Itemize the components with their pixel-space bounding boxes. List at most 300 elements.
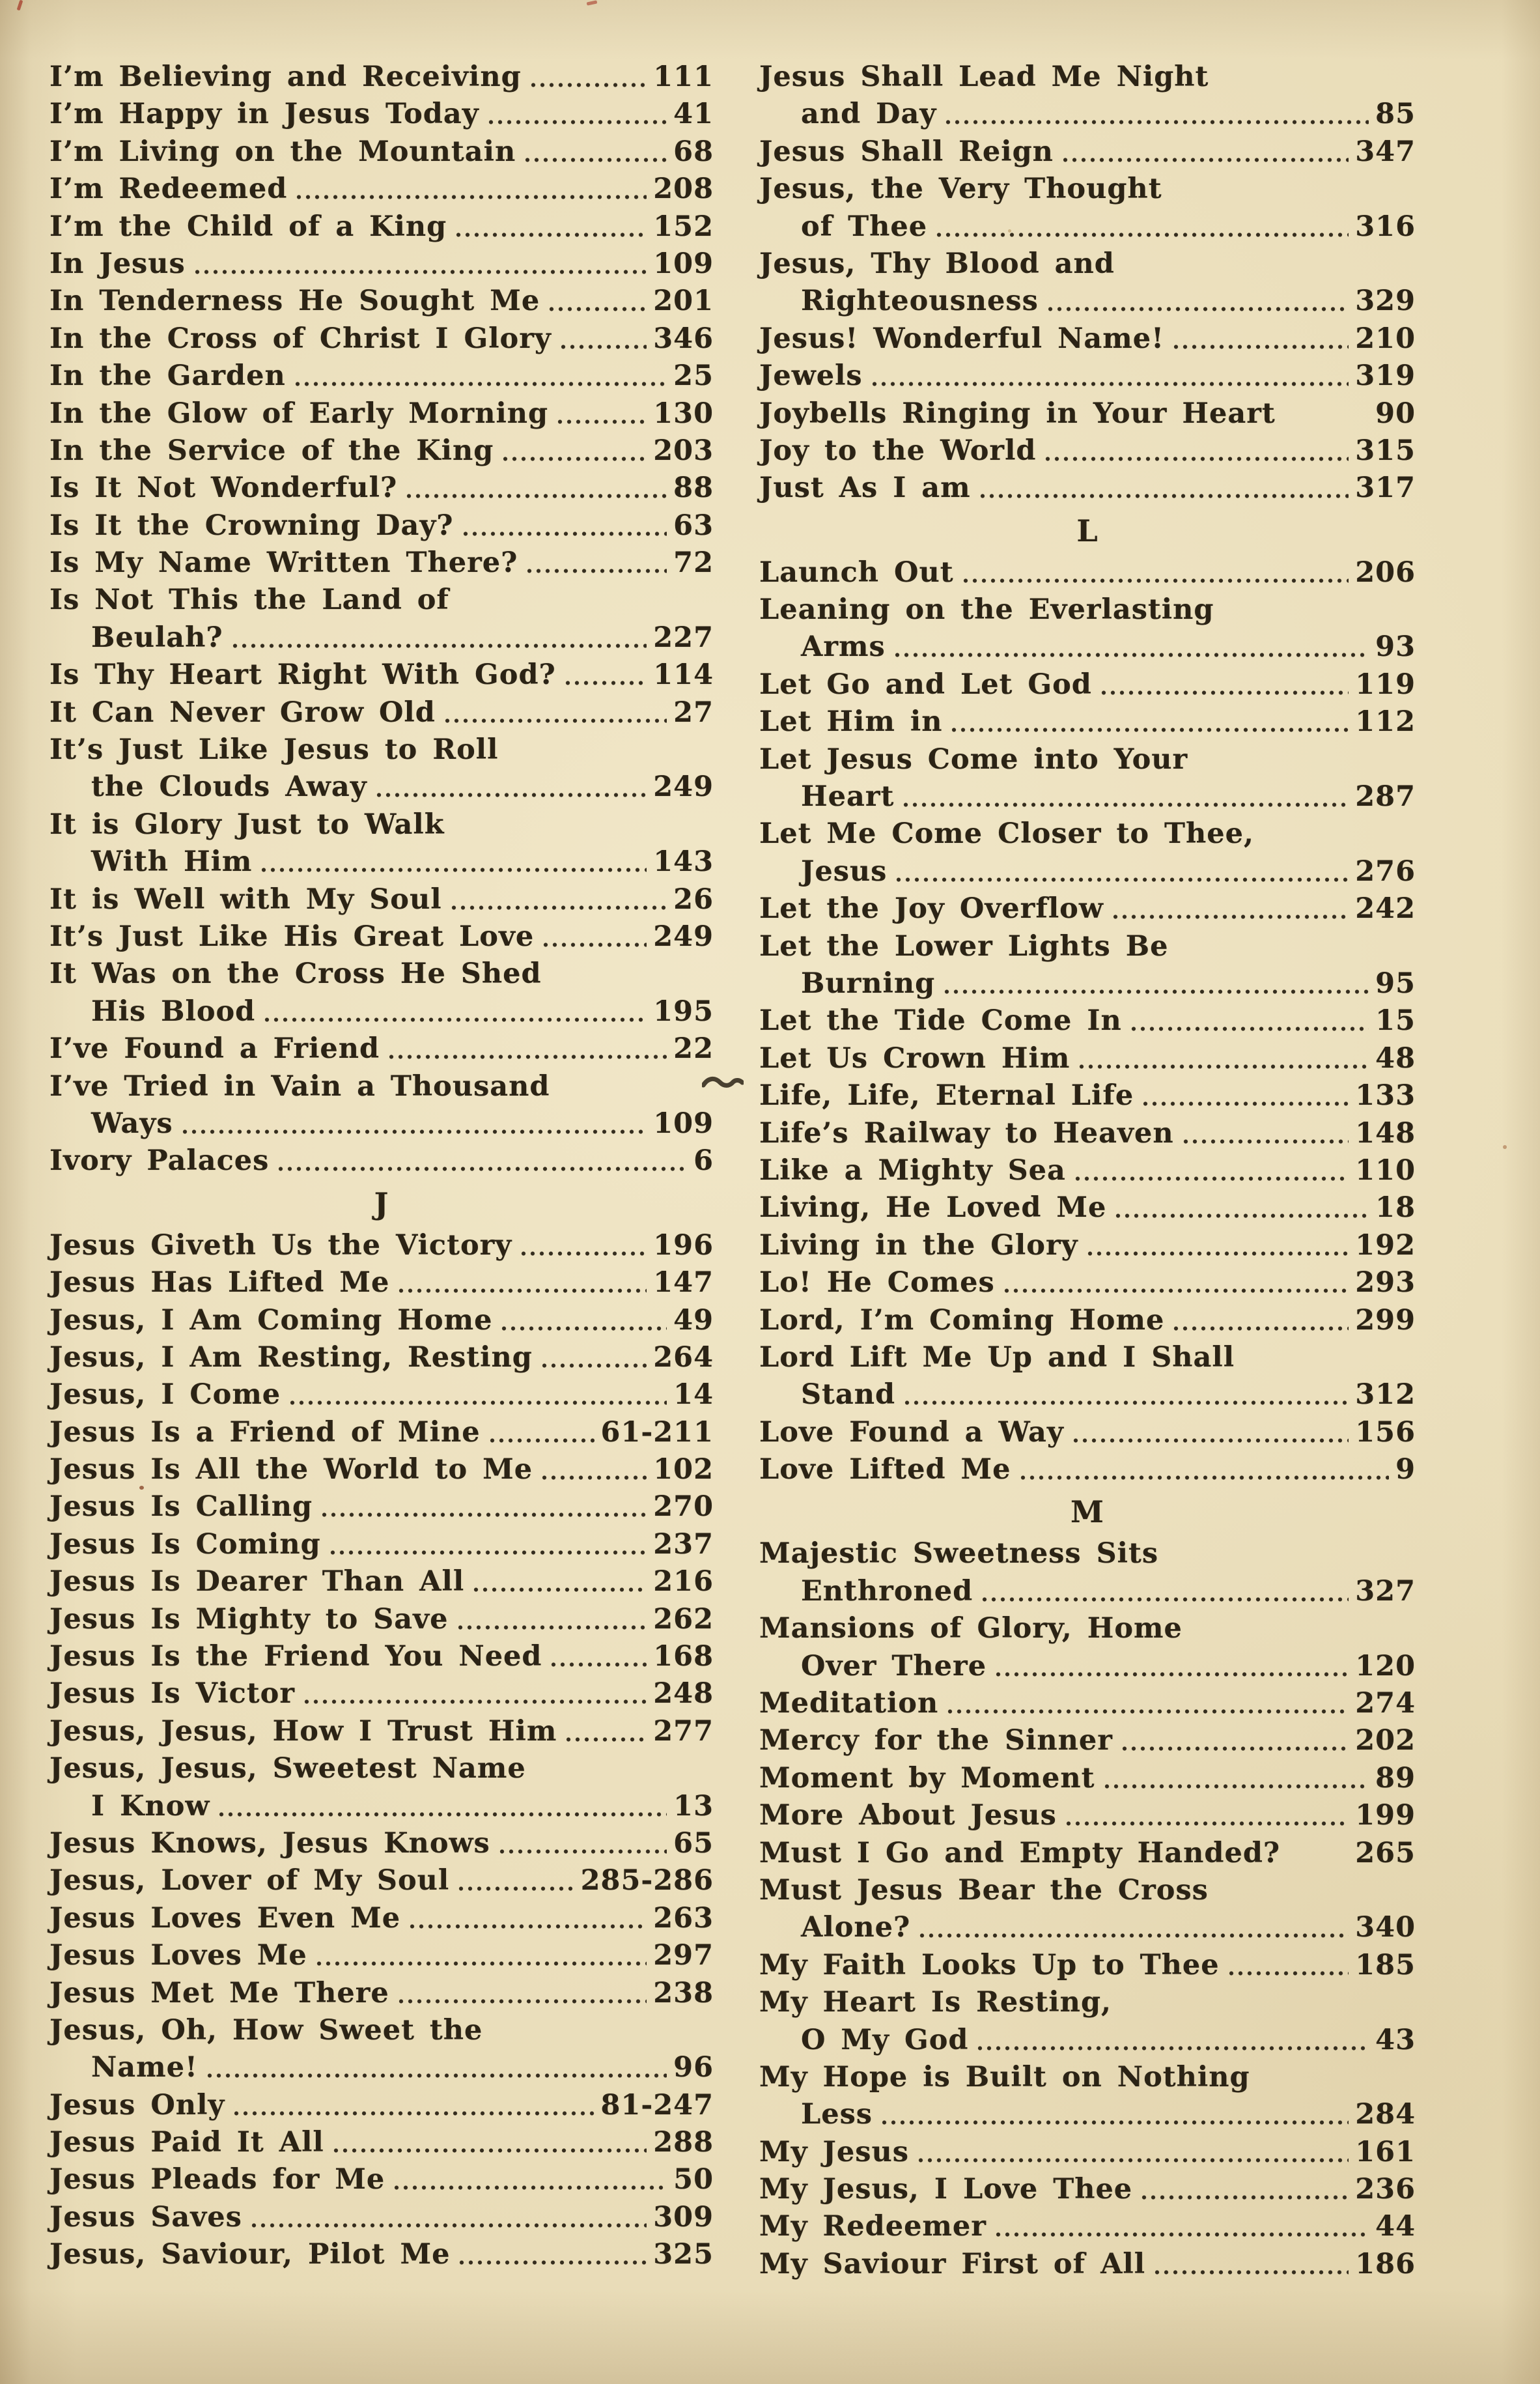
dot-leader: [263, 1015, 647, 1024]
section-header: L: [1076, 513, 1099, 548]
song-title: Jesus Is Coming: [49, 1527, 321, 1561]
dot-leader: [1121, 1744, 1349, 1753]
dot-leader: [893, 651, 1369, 659]
page-number: 41: [673, 98, 714, 131]
page-number: 27: [673, 696, 714, 729]
page-number: 299: [1355, 1303, 1416, 1337]
page-number: 185: [1355, 1948, 1416, 1981]
index-entry: [759, 1909, 1416, 1946]
page-number: 262: [653, 1602, 714, 1636]
song-title: In Jesus: [49, 247, 186, 280]
index-entry: [759, 890, 1416, 928]
index-entry: [49, 208, 714, 246]
paper-speck: [1503, 1145, 1507, 1149]
index-entry: [759, 2171, 1416, 2208]
page-number: 210: [1355, 322, 1416, 355]
index-entry: [49, 134, 714, 171]
dot-leader: [397, 1286, 647, 1295]
page-number: 95: [1375, 967, 1416, 1000]
song-title: Lord, I’m Coming Home: [759, 1303, 1165, 1337]
page-number: 274: [1355, 1687, 1416, 1720]
index-entry: [49, 320, 714, 358]
dot-leader: [1003, 1286, 1349, 1295]
song-title: Arms: [801, 631, 886, 664]
song-title: Jesus: [801, 855, 888, 888]
index-entry: [49, 844, 714, 881]
dot-leader: [397, 1997, 647, 2006]
dot-leader: [548, 305, 647, 313]
song-title: Launch Out: [759, 556, 954, 589]
index-entry: [759, 1040, 1416, 1077]
index-entry: [49, 806, 714, 844]
index-entry: [759, 928, 1416, 965]
index-entry: [759, 1610, 1416, 1647]
page-number: 327: [1355, 1574, 1416, 1608]
dot-leader: [994, 1670, 1349, 1679]
index-entry: [759, 1115, 1416, 1152]
index-entry: [49, 1937, 714, 1974]
index-entry: [49, 507, 714, 545]
song-title: Jesus Pleads for Me: [49, 2163, 385, 2196]
page-number: 81-247: [600, 2088, 714, 2121]
page-number: 112: [1355, 705, 1416, 739]
song-title: Jesus Is Mighty to Save: [49, 1602, 449, 1636]
dot-leader: [408, 1922, 647, 1931]
page-number: 329: [1355, 285, 1416, 318]
song-title: Jesus, Jesus, How I Trust Him: [49, 1714, 557, 1748]
song-title: Let Me Come Closer to Thee,: [759, 817, 1254, 851]
song-title: Jesus! Wonderful Name!: [759, 322, 1165, 355]
page-number: 148: [1355, 1116, 1416, 1150]
song-title: Is It the Crowning Day?: [49, 509, 454, 542]
page-number: 111: [653, 61, 714, 93]
index-entry: [49, 358, 714, 395]
song-title: It Was on the Cross He Shed: [49, 958, 542, 991]
page-number: 319: [1355, 360, 1416, 393]
page-number: 227: [653, 621, 714, 654]
dot-leader: [1065, 1819, 1349, 1828]
page-number: 161: [1355, 2135, 1416, 2168]
page-number: 50: [673, 2163, 714, 2196]
page-number: 65: [673, 1826, 714, 1860]
song-title: Jesus Is the Friend You Need: [49, 1640, 542, 1673]
song-title: I’m Believing and Receiving: [49, 61, 522, 93]
page-number: 265: [1355, 1836, 1416, 1869]
index-entry: [759, 171, 1416, 208]
dot-leader: [540, 1361, 647, 1370]
page-number: 346: [653, 322, 714, 355]
song-title: Jesus, the Very Thought: [759, 173, 1162, 206]
index-entry: [759, 2134, 1416, 2171]
dot-leader: [1086, 1249, 1349, 1258]
index-entry: [759, 1648, 1416, 1685]
dot-leader: [487, 118, 667, 126]
page-number: 199: [1355, 1799, 1416, 1832]
dot-leader: [525, 567, 667, 575]
dot-leader: [458, 2258, 647, 2267]
index-entry: [49, 2236, 714, 2273]
dot-leader: [375, 791, 647, 799]
song-title: Mercy for the Sinner: [759, 1724, 1113, 1757]
dot-leader: [329, 1548, 647, 1557]
page-number: 168: [653, 1640, 714, 1673]
page-number: 49: [673, 1303, 714, 1337]
song-title: It is Glory Just to Walk: [49, 808, 445, 841]
dot-leader: [1130, 1025, 1369, 1033]
page-number: 102: [653, 1453, 714, 1486]
index-entry: [49, 1638, 714, 1675]
page-number: 203: [653, 434, 714, 467]
index-column-right: [759, 59, 1416, 2283]
index-entry: [49, 731, 714, 769]
dot-leader: [457, 1884, 574, 1893]
song-title: Jesus Knows, Jesus Knows: [49, 1826, 490, 1860]
index-entry: [49, 2049, 714, 2086]
paper-speck: [139, 1486, 144, 1490]
song-title: My Faith Looks Up to Thee: [759, 1948, 1220, 1981]
index-entry: [49, 918, 714, 956]
index-entry: [759, 208, 1416, 246]
index-entry: [759, 1227, 1416, 1264]
dot-leader: [944, 118, 1369, 126]
page-number: 264: [653, 1341, 714, 1374]
song-title: I’m Living on the Mountain: [49, 135, 516, 168]
index-entry: [759, 1760, 1416, 1797]
dot-leader: [260, 866, 647, 874]
song-title: Is Thy Heart Right With God?: [49, 659, 556, 692]
index-entry: [49, 657, 714, 694]
song-title: Love Lifted Me: [759, 1453, 1011, 1486]
page-number: 237: [653, 1527, 714, 1561]
dot-leader: [462, 530, 667, 538]
dot-leader: [540, 1473, 647, 1482]
index-entry: [759, 433, 1416, 470]
index-entry: [759, 629, 1416, 666]
dot-leader: [976, 2044, 1369, 2052]
dot-leader: [1141, 1100, 1349, 1108]
dot-leader: [387, 1053, 667, 1061]
song-title: Burning: [801, 967, 936, 1000]
song-title: Is Not This the Land of: [49, 584, 449, 617]
index-entry: [759, 1984, 1416, 2021]
dot-leader: [556, 418, 647, 426]
dot-leader: [1112, 913, 1349, 921]
page-number: 48: [1375, 1042, 1416, 1075]
dot-leader: [498, 1847, 667, 1856]
dot-leader: [1078, 1062, 1369, 1071]
dot-leader: [1182, 1137, 1349, 1146]
index-entry: [49, 582, 714, 619]
page-number: 276: [1355, 855, 1416, 888]
index-entry: [759, 666, 1416, 703]
song-title: Less: [801, 2098, 873, 2131]
song-title: Jesus Met Me There: [49, 1976, 389, 2009]
song-title: My Redeemer: [759, 2210, 987, 2243]
index-entry: [49, 1488, 714, 1525]
index-entry: [759, 2059, 1416, 2096]
page-number: 312: [1355, 1378, 1416, 1412]
page-number: 325: [653, 2238, 714, 2271]
song-title: My Heart Is Resting,: [759, 1986, 1112, 2019]
song-title: Let Us Crown Him: [759, 1042, 1071, 1075]
page-number: 119: [1355, 668, 1416, 701]
index-entry: [49, 2124, 714, 2161]
index-entry: [49, 1862, 714, 1899]
index-entry: [759, 358, 1416, 395]
song-title: Moment by Moment: [759, 1761, 1095, 1795]
dot-leader: [217, 1810, 667, 1819]
page-number: 22: [673, 1032, 714, 1066]
song-title: Living in the Glory: [759, 1228, 1078, 1262]
dot-leader: [565, 1735, 647, 1744]
dot-leader: [979, 492, 1349, 500]
dot-leader: [443, 717, 667, 725]
dot-leader: [277, 1165, 687, 1173]
song-title: Let Jesus Come into Your: [759, 743, 1188, 776]
song-title: My Saviour First of All: [759, 2247, 1146, 2280]
index-entry: [49, 1526, 714, 1563]
dot-leader: [1074, 1174, 1349, 1183]
song-title: His Blood: [91, 995, 256, 1028]
dot-leader: [181, 1128, 647, 1136]
song-title: Jesus Is Victor: [49, 1677, 295, 1710]
dot-leader: [206, 2071, 667, 2080]
index-entry: [49, 993, 714, 1030]
dot-leader: [193, 268, 647, 276]
page-number: 61-211: [600, 1415, 714, 1449]
paper-speck: [1008, 229, 1011, 233]
index-entry: [759, 470, 1416, 507]
page-number: 120: [1355, 1649, 1416, 1682]
page-number: 90: [1375, 397, 1416, 430]
song-title: Jesus, I Am Resting, Resting: [49, 1341, 533, 1374]
page-number: 93: [1375, 631, 1416, 664]
page-number: 109: [653, 247, 714, 280]
index-entry: [49, 1563, 714, 1600]
index-entry: [49, 1105, 714, 1142]
song-title: In Tenderness He Sought Me: [49, 285, 540, 318]
index-entry: [49, 246, 714, 283]
song-title: Heart: [801, 780, 895, 814]
index-entry: [49, 171, 714, 208]
dot-leader: [455, 231, 647, 239]
song-title: In the Glow of Early Morning: [49, 397, 549, 430]
index-entry: [759, 1339, 1416, 1376]
index-entry: [759, 816, 1416, 853]
index-entry: [49, 2199, 714, 2236]
index-entry: [49, 1302, 714, 1339]
song-title: My Jesus, I Love Thee: [759, 2173, 1133, 2206]
index-entry: [759, 320, 1416, 358]
dot-leader: [1140, 2193, 1349, 2202]
song-title: It Can Never Grow Old: [49, 696, 436, 729]
page-number: 152: [653, 210, 714, 243]
dot-leader: [1103, 1782, 1369, 1791]
dot-leader: [903, 1398, 1349, 1407]
ink-smudge: [702, 1073, 744, 1094]
dot-leader: [1100, 688, 1349, 697]
dot-leader: [564, 679, 647, 687]
page-number: 88: [673, 472, 714, 505]
dot-leader: [405, 492, 667, 500]
index-entry: [49, 2161, 714, 2198]
song-title: Leaning on the Everlasting: [759, 593, 1214, 627]
page-number: 196: [653, 1228, 714, 1262]
index-entry: [759, 1835, 1416, 1872]
page-number: 236: [1355, 2173, 1416, 2206]
dot-leader: [295, 193, 647, 201]
index-entry: [49, 1750, 714, 1787]
dot-leader: [288, 1398, 667, 1407]
index-entry: [49, 1601, 714, 1638]
song-title: Jewels: [759, 360, 863, 393]
song-title: Let Go and Let God: [759, 668, 1092, 701]
song-title: Joybells Ringing in Your Heart: [759, 397, 1276, 430]
song-title: Let Him in: [759, 705, 943, 739]
index-entry: [759, 1376, 1416, 1413]
song-title: Is It Not Wonderful?: [49, 472, 398, 505]
dot-leader: [902, 801, 1349, 809]
song-title: In the Service of the King: [49, 434, 494, 467]
index-entry: [759, 2246, 1416, 2283]
dot-leader: [950, 726, 1349, 734]
song-title: In the Garden: [49, 360, 286, 393]
song-title: Stand: [801, 1378, 896, 1412]
song-title: It’s Just Like Jesus to Roll: [49, 733, 499, 767]
page-number: 238: [653, 1976, 714, 2009]
song-title: Jesus, I Come: [49, 1378, 281, 1412]
song-title: and Day: [801, 98, 937, 131]
index-entry: [49, 59, 714, 96]
index-entry: [759, 1264, 1416, 1301]
page-number: 6: [693, 1144, 714, 1178]
index-entry: [49, 956, 714, 993]
dot-leader: [542, 941, 647, 949]
index-entry: [759, 2022, 1416, 2059]
dot-leader: [1019, 1473, 1390, 1482]
index-entry: [759, 246, 1416, 283]
song-title: Jesus, Lover of My Soul: [49, 1864, 450, 1897]
index-entry: [759, 96, 1416, 133]
page-number: 68: [673, 135, 714, 168]
index-entry: [49, 2012, 714, 2049]
index-entry: [759, 283, 1416, 320]
page-number: 192: [1355, 1228, 1416, 1262]
dot-leader: [520, 1249, 647, 1258]
song-title: Ivory Palaces: [49, 1144, 270, 1178]
index-entry: [49, 881, 714, 918]
dot-leader: [1061, 156, 1349, 164]
song-title: Love Found a Way: [759, 1415, 1064, 1449]
song-title: It is Well with My Soul: [49, 883, 442, 916]
index-entry: [759, 1302, 1416, 1339]
page-number: 133: [1355, 1079, 1416, 1113]
song-title: Must I Go and Empty Handed?: [759, 1836, 1281, 1869]
song-title: Name!: [91, 2051, 198, 2084]
index-entry: [759, 965, 1416, 1002]
song-title: Jesus Has Lifted Me: [49, 1266, 390, 1299]
index-entry: [759, 395, 1416, 433]
song-title: Just As I am: [759, 472, 971, 505]
page-number: 89: [1375, 1761, 1416, 1795]
index-entry: [759, 778, 1416, 816]
song-title: It’s Just Like His Great Love: [49, 920, 535, 953]
song-title: More About Jesus: [759, 1799, 1057, 1832]
dot-leader: [1172, 1324, 1349, 1333]
page-number: 14: [673, 1378, 714, 1412]
index-entry: [759, 1152, 1416, 1189]
page-number: 249: [653, 920, 714, 953]
dot-leader: [472, 1585, 647, 1594]
page-number: 287: [1355, 780, 1416, 814]
index-entry: [49, 1142, 714, 1180]
song-title: Jesus Is All the World to Me: [49, 1453, 533, 1486]
index-entry: [49, 545, 714, 582]
page-number: 63: [673, 509, 714, 542]
dot-leader: [332, 2146, 647, 2155]
dot-leader: [871, 380, 1349, 388]
song-title: Life’s Railway to Heaven: [759, 1116, 1174, 1150]
section-header: M: [1071, 1494, 1104, 1530]
page-number: 284: [1355, 2098, 1416, 2131]
song-title: Must Jesus Bear the Cross: [759, 1873, 1209, 1907]
song-title: Is My Name Written There?: [49, 546, 518, 580]
index-entry: [759, 1189, 1416, 1227]
dot-leader: [1288, 1857, 1349, 1866]
page-number: 26: [673, 883, 714, 916]
red-edge-mark: [17, 0, 23, 10]
song-title: I’m the Child of a King: [49, 210, 447, 243]
page-number: 277: [653, 1714, 714, 1748]
song-title: Jesus Only: [49, 2088, 225, 2121]
song-title: Jesus Paid It All: [49, 2126, 324, 2159]
index-entry: [49, 395, 714, 433]
index-entry: [759, 1414, 1416, 1451]
dot-leader: [1072, 1436, 1349, 1445]
song-title: I Know: [91, 1789, 210, 1823]
index-entry: [49, 1376, 714, 1413]
index-entry: [759, 703, 1416, 741]
page-number: 315: [1355, 434, 1416, 467]
index-column-left: [49, 59, 714, 2274]
index-entry: [49, 1339, 714, 1376]
page-number: 316: [1355, 210, 1416, 243]
dot-leader: [943, 987, 1369, 996]
page-number: 317: [1355, 472, 1416, 505]
dot-leader: [946, 1707, 1349, 1716]
dot-leader: [895, 875, 1349, 884]
page-number: 85: [1375, 98, 1416, 131]
dot-leader: [524, 156, 667, 164]
index-entry: [759, 554, 1416, 591]
song-title: Majestic Sweetness Sits: [759, 1537, 1159, 1570]
dot-leader: [918, 1931, 1349, 1940]
index-entry: [49, 96, 714, 133]
song-title: Jesus Shall Reign: [759, 135, 1054, 168]
song-title: Enthroned: [801, 1574, 973, 1608]
dot-leader: [303, 1697, 647, 1706]
page-number: 340: [1355, 1911, 1416, 1944]
song-title: Jesus, Jesus, Sweetest Name: [49, 1752, 526, 1785]
index-entry: [759, 741, 1416, 778]
page-number: 347: [1355, 135, 1416, 168]
page-number: 109: [653, 1107, 714, 1140]
index-entry: [759, 1002, 1416, 1040]
song-title: Over There: [801, 1649, 987, 1682]
song-title: Lo! He Comes: [759, 1266, 995, 1299]
dot-leader: [294, 380, 667, 388]
index-entry: [49, 2087, 714, 2124]
